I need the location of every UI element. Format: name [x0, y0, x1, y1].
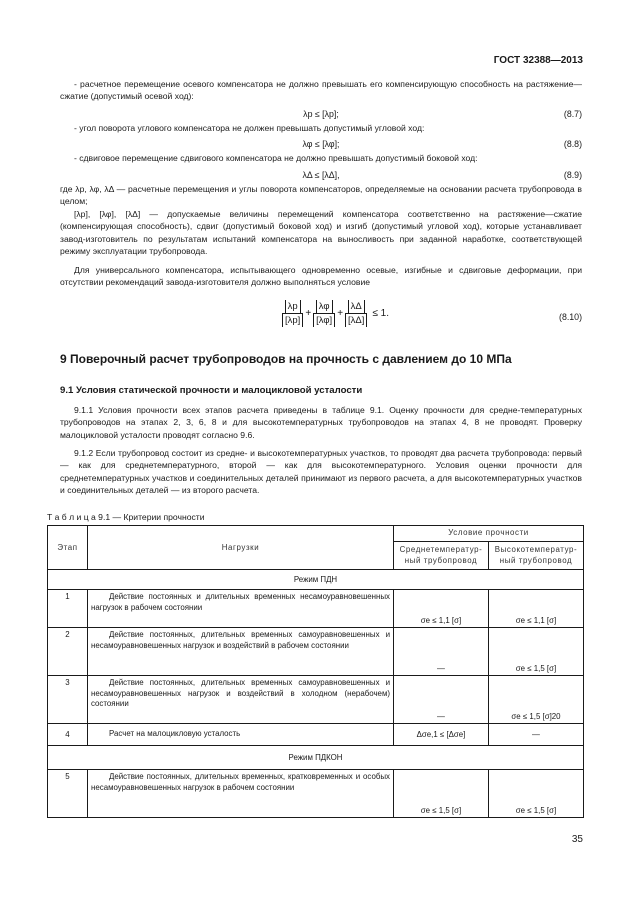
formula-8-10 [60, 297, 582, 337]
table-row: 3 Действие постоянных, длительных временных самоуравновешенных и несамоуравновешенных нагрузок и воздействий в холодном (нерабочем) состоянии — σe ≤ 1,5 [σ]20 [48, 676, 584, 724]
section-heading: 9 Поверочный расчет трубопроводов на прочность с давлением до 10 МПа [60, 352, 512, 366]
mode-row: Режим ПДН [48, 570, 584, 590]
header-mid-temp: Среднетемператур-ный трубопровод [394, 542, 489, 570]
header-condition: Условие прочности [394, 526, 584, 542]
fraction-axial: $\frac{\lambda p}{[\lambda p]}$ [282, 300, 303, 327]
formula-number: (8.7) [563, 109, 582, 119]
formula-8-8 [60, 139, 582, 151]
table-row: 2 Действие постоянных, длительных временных самоуравновешенных и несамоуравновешенных нагрузок и воздействий в рабочем состоянии — σe ≤ 1,5 [σ] [48, 628, 584, 676]
paragraph-allowable: [λp], [λφ], [λΔ] — допускаемые величины перемещений компенсатора соответственно на растяжение—сжатие (компенсирующая способность), сдвиг (допустимый боковой ход) и изгиб (допустимый угловой ход), которые устанавливает завод-изготовитель по результатам испытаний компенсатора на выносливость при заданной наработке, соответствующей режиму эксплуатации трубопровода. [60, 209, 582, 257]
formula-8-7 [60, 109, 582, 121]
paragraph-where: где λp, λφ, λΔ — расчетные перемещения и углы поворота компенсаторов, определяемые на основании расчета трубопровода в целом; [60, 184, 582, 207]
mode-row: Режим ПДКОН [48, 746, 584, 770]
formula-expression: $\frac{\lambda p}{[\lambda p]}$ + $\frac{\lambda\varphi}{[\lambda\varphi]}$ + $\frac{\lambda\Delta}{[\lambda\Delta]}$ ≤ 1. [280, 300, 389, 327]
page-number: 35 [571, 834, 583, 845]
standard-code: ГОСТ 32388—2013 [493, 55, 583, 66]
header-stage: Этап [48, 526, 88, 570]
formula-text: λφ ≤ [λφ]; [302, 139, 340, 149]
paragraph-angular: - угол поворота углового компенсатора не должен превышать допустимый угловой ход: [74, 123, 425, 133]
formula-text: λΔ ≤ [λΔ], [302, 170, 340, 180]
subsection-heading: 9.1 Условия статической прочности и малоцикловой усталости [60, 385, 363, 396]
header-high-temp: Высокотемператур-ный трубопровод [489, 542, 584, 570]
fraction-angular: $\frac{\lambda\varphi}{[\lambda\varphi]}$ [313, 300, 335, 327]
paragraph-universal: Для универсального компенсатора, испытывающего одновременно осевые, изгибные и сдвиговые деформации, при отсутствии рекомендаций завода-изготовителя должно выполняться условие [60, 265, 582, 288]
table-caption: Т а б л и ц а 9.1 — Критерии прочности [47, 512, 205, 522]
paragraph-shear: - сдвиговое перемещение сдвигового компенсатора не должно превышать допустимый боковой ход: [74, 153, 478, 163]
formula-number: (8.10) [559, 312, 582, 322]
strength-criteria-table [47, 525, 584, 818]
table-row: 4 Расчет на малоцикловую усталость Δσe,1 ≤ [Δσe] — [48, 724, 584, 746]
table-row: 1 Действие постоянных и длительных временных несамоуравновешенных нагрузок в рабочем состоянии σe ≤ 1,1 [σ] σe ≤ 1,1 [σ] [48, 590, 584, 628]
formula-number: (8.9) [563, 170, 582, 180]
fraction-shear: $\frac{\lambda\Delta}{[\lambda\Delta]}$ [345, 300, 367, 327]
header-loads: Нагрузки [88, 526, 394, 570]
formula-text: λp ≤ [λp]; [303, 109, 339, 119]
paragraph-9-1-1: 9.1.1 Условия прочности всех этапов расчета приведены в таблице 9.1. Оценку прочности для средне-температурных трубопроводов на этапах 2, 3, 6, 8 и для высокотемпературных трубопроводов на этапах 4, 8 не проводят. Проверку малоцикловой усталости проводят согласно 9.6. [60, 405, 582, 440]
table-row: 5 Действие постоянных, длительных временных, кратковременных и особых несамоуравновешенных нагрузок в рабочем состоянии σe ≤ 1,5 [σ] σe ≤ 1,5 [σ] [48, 770, 584, 818]
paragraph-9-1-2: 9.1.2 Если трубопровод состоит из средне- и высокотемпературных участков, то проводят два расчета трубопровода: первый — как для среднетемпературного, второй — как для высокотемпературного. Условия оценки прочности для среднетемпературных участков и соединительных деталей принимают из первого расчета, а для высокотемпературных участков и соединительных деталей — из второго расчета. [60, 448, 582, 496]
formula-8-9 [60, 170, 582, 182]
paragraph-axial: - расчетное перемещение осевого компенсатора не должно превышать его компенсирующую способность на растяжение—сжатие (допустимый осевой ход): [60, 79, 582, 102]
formula-number: (8.8) [563, 139, 582, 149]
